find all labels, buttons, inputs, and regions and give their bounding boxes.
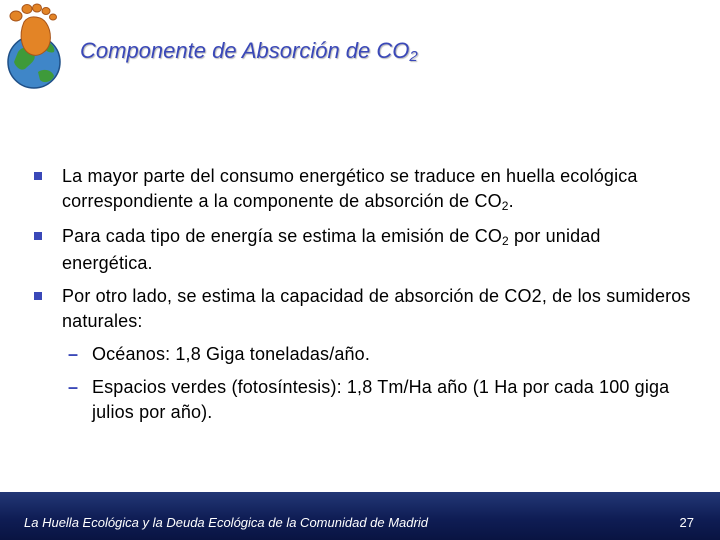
- footer-text: La Huella Ecológica y la Deuda Ecológica de la Comunidad de Madrid: [24, 515, 428, 530]
- bullet-item: [34, 164, 694, 216]
- bullet-text-tail: por unidad energética.: [62, 226, 601, 273]
- bullet-item: [34, 284, 694, 334]
- sub-bullet-item: [34, 375, 694, 425]
- footprint-globe-logo-icon: [4, 2, 66, 94]
- slide-title: [80, 38, 418, 64]
- bullet-text: Para cada tipo de energía se estima la emisión de CO: [62, 226, 503, 246]
- page-number: 27: [679, 515, 694, 530]
- bullet-text-tail: .: [508, 191, 514, 211]
- slide-title-subscript: 2: [409, 48, 418, 65]
- dash-bullet: –: [68, 344, 79, 364]
- slide-content: [34, 164, 694, 433]
- bullet-item: [34, 224, 694, 276]
- sub-bullet-text: Océanos: 1,8 Giga toneladas/año.: [92, 344, 370, 364]
- bullet-subscript: 2: [501, 199, 509, 213]
- slide-title-text: Componente de Absorción de CO: [80, 38, 410, 63]
- dash-bullet: –: [68, 377, 79, 397]
- footer-bar: [0, 492, 720, 540]
- bullet-text: Por otro lado, se estima la capacidad de absorción de CO2, de los sumideros naturales:: [62, 286, 691, 331]
- sub-bullet-item: [34, 342, 694, 367]
- sub-bullet-text: Espacios verdes (fotosíntesis): 1,8 Tm/Ha año (1 Ha por cada 100 giga julios por año).: [92, 377, 670, 422]
- square-bullet-icon: [34, 172, 42, 180]
- square-bullet-icon: [34, 232, 42, 240]
- bullet-text: La mayor parte del consumo energético se traduce en huella ecológica correspondiente a la componente de absorción de CO: [62, 166, 638, 211]
- bullet-subscript: 2: [502, 234, 509, 248]
- square-bullet-icon: [34, 292, 42, 300]
